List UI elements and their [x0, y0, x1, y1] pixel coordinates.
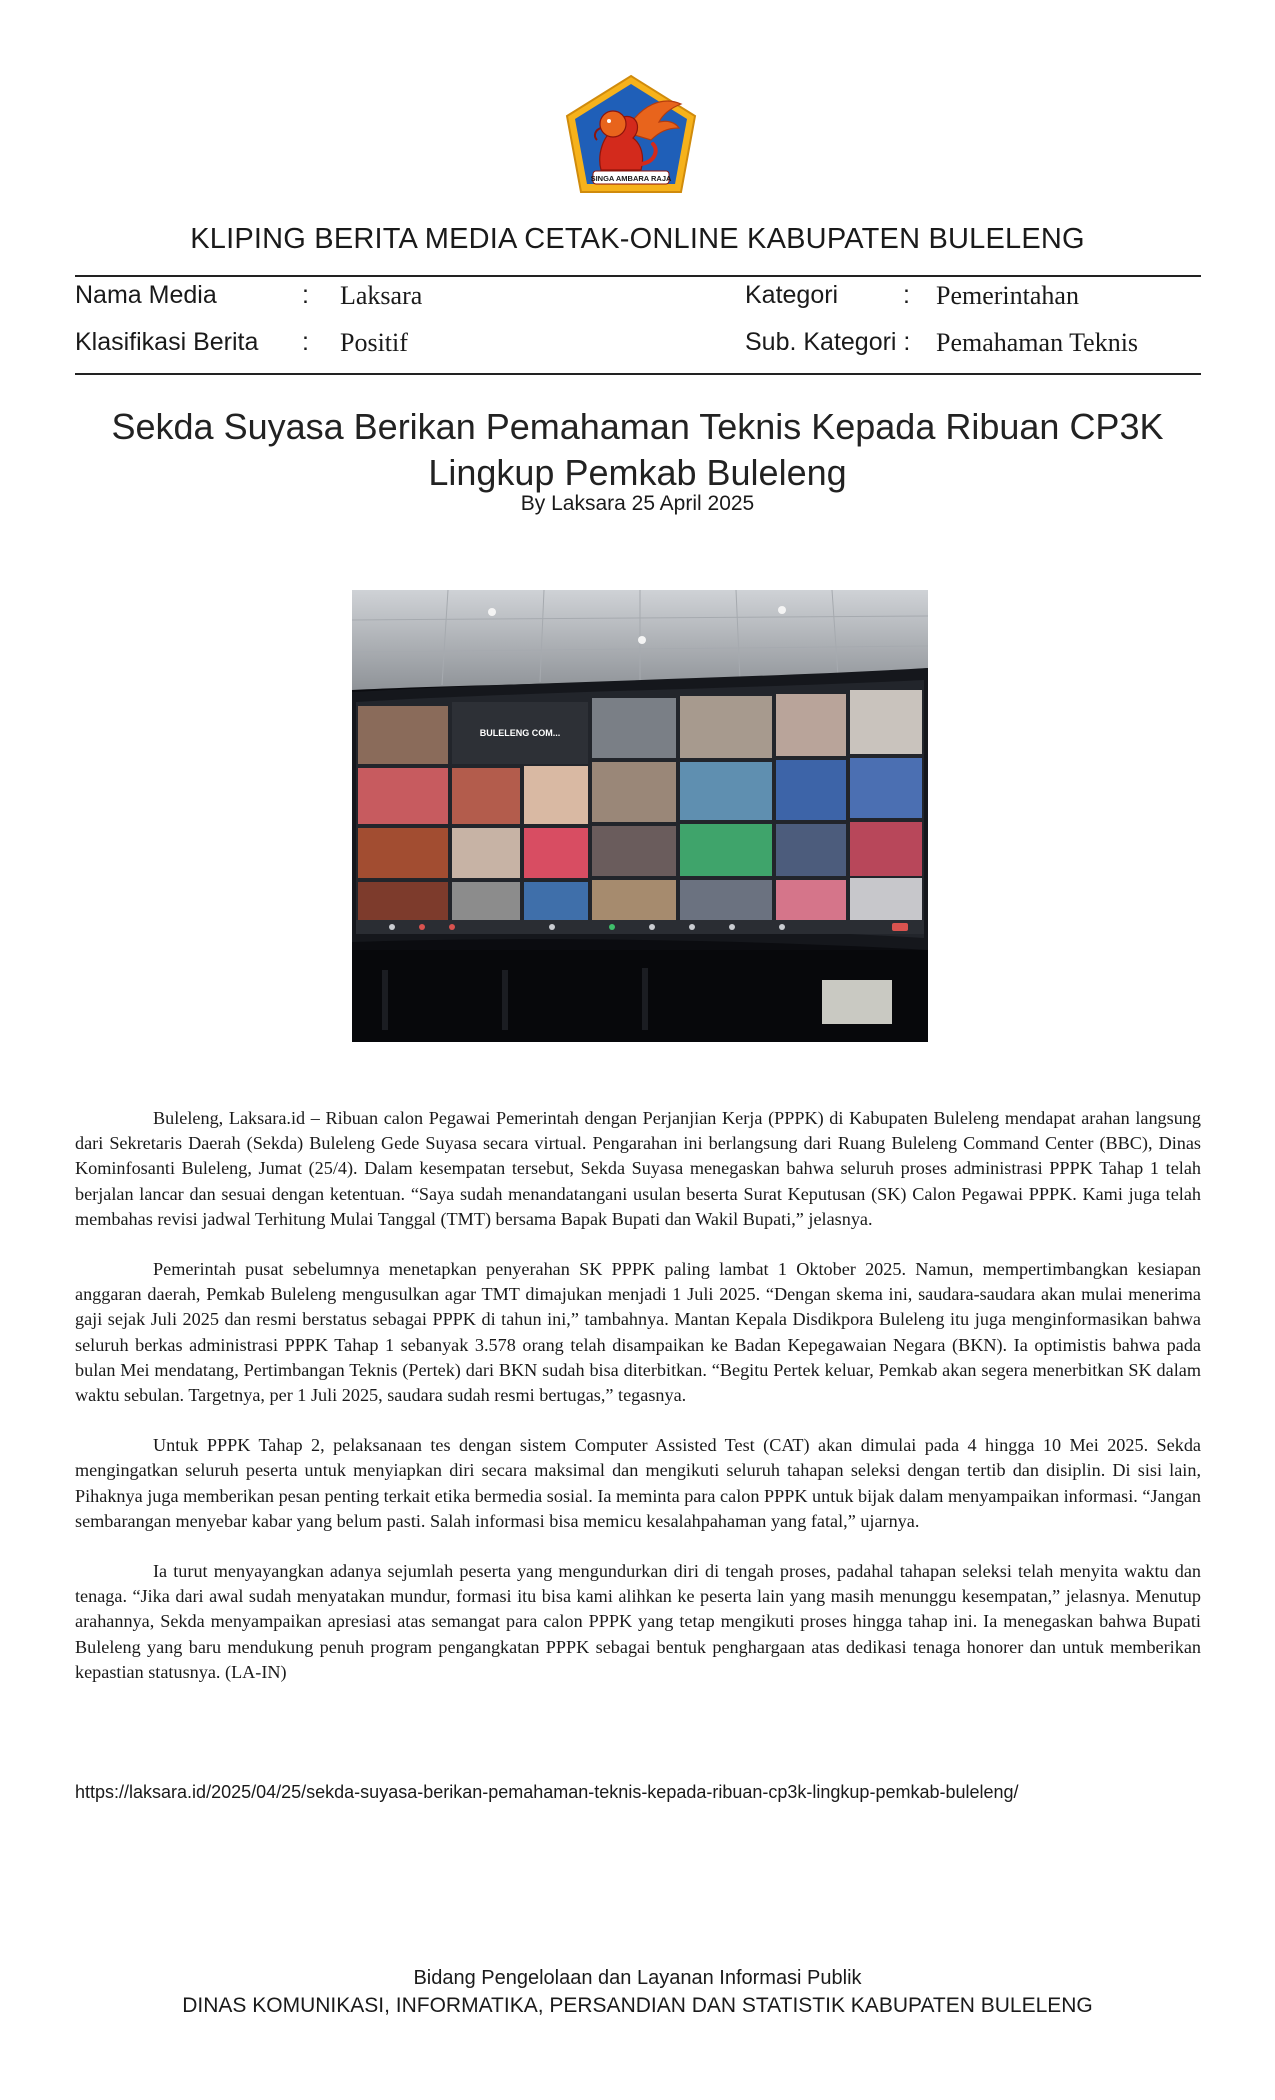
footer-agency: DINAS KOMUNIKASI, INFORMATIKA, PERSANDIAN DAN STATISTIK KABUPATEN BULELENG: [182, 1994, 1093, 2017]
article-paragraph-3: Untuk PPPK Tahap 2, pelaksanaan tes dengan sistem Computer Assisted Test (CAT) akan dimulai pada 4 hingga 10 Mei 2025. Sekda mengingatkan seluruh peserta untuk menyiapkan diri secara maksimal dan mengikuti seluruh tahapan seleksi dengan tertib dan disiplin. Di sisi lain, Pihaknya juga memberikan pesan penting terkait etika bermedia sosial. Ia meminta para calon PPPK untuk bijak dalam menyampaikan informasi. “Jangan sembarangan menyebar kabar yang belum pasti. Salah informasi bisa memicu kesalahpahaman yang fatal,” ujarnya.: [75, 1435, 1201, 1531]
subcategory-value: Pemahaman Teknis: [936, 328, 1139, 357]
logo-motto: SINGA AMBARA RAJA: [590, 174, 672, 183]
article-body: [75, 1106, 1201, 1710]
media-name-value: Laksara: [340, 281, 423, 310]
news-classification-colon: :: [302, 328, 309, 356]
top-divider: [75, 275, 1201, 277]
media-name-colon: :: [302, 281, 309, 309]
footer-division: Bidang Pengelolaan dan Layanan Informasi Publik: [413, 1967, 862, 1989]
news-classification-label: Klasifikasi Berita: [75, 328, 259, 356]
article-byline: By Laksara 25 April 2025: [520, 492, 755, 515]
bottom-divider: [75, 373, 1201, 375]
category-value: Pemerintahan: [936, 281, 1079, 310]
category-label: Kategori: [745, 281, 839, 309]
news-classification-value: Positif: [340, 328, 408, 357]
subcategory-label: Sub. Kategori :: [745, 328, 911, 356]
article-title: Sekda Suyasa Berikan Pemahaman Teknis Kepada Ribuan CP3K Lingkup Pemkab Buleleng: [111, 406, 1164, 493]
article-paragraph-1: Buleleng, Laksara.id – Ribuan calon Pegawai Pemerintah dengan Perjanjian Kerja (PPPK) di Kabupaten Buleleng mendapat arahan langsung dari Sekretaris Daerah (Sekda) Buleleng Gede Suyasa secara virtual. Pengarahan ini berlangsung dari Ruang Buleleng Command Center (BBC), Dinas Kominfosanti Buleleng, Jumat (25/4). Dalam kesempatan tersebut, Sekda Suyasa menegaskan bahwa seluruh proses administrasi PPPK Tahap 1 telah berjalan lancar dan sesuai dengan ketentuan. “Saya sudah menandatangani usulan beserta Surat Keputusan (SK) Calon Pegawai PPPK. Kami juga telah membahas revisi jadwal Terhitung Mulai Tanggal (TMT) bersama Bapak Bupati dan Wakil Bupati,” jelasnya.: [75, 1108, 1201, 1229]
clipping-header-title: KLIPING BERITA MEDIA CETAK-ONLINE KABUPATEN BULELENG: [190, 223, 1085, 255]
photo-screen-label: BULELENG COM...: [479, 728, 561, 738]
kabupaten-buleleng-logo-icon: [563, 74, 699, 202]
article-paragraph-4: Ia turut menyayangkan adanya sejumlah peserta yang mengundurkan diri di tengah proses, padahal tahapan seleksi telah menyita waktu dan tenaga. “Jika dari awal sudah menyatakan mundur, formasi itu bisa kami alihkan ke peserta lain yang masih menunggu kesempatan,” jelasnya. Menutup arahannya, Sekda menyampaikan apresiasi atas semangat para calon PPPK yang tetap mengikuti proses hingga tahap ini. Ia menegaskan bahwa Bupati Buleleng yang baru mendukung penuh program pengangkatan PPPK sebagai bentuk penghargaan atas dedikasi tenaga honorer dan untuk memberikan kepastian statusnya. (LA-IN): [75, 1561, 1201, 1682]
video-conference-wall-photo-icon: [352, 590, 928, 1042]
page-footer: [0, 1964, 1275, 2020]
article-photo: [352, 590, 928, 1042]
source-url-link[interactable]: https://laksara.id/2025/04/25/sekda-suyasa-berikan-pemahaman-teknis-kepada-ribuan-cp3k-lingkup-pemkab-buleleng/: [75, 1782, 1019, 1802]
media-name-label: Nama Media: [75, 281, 217, 309]
article-paragraph-2: Pemerintah pusat sebelumnya menetapkan penyerahan SK PPPK paling lambat 1 Oktober 2025. Namun, mempertimbangkan kesiapan anggaran daerah, Pemkab Buleleng mengusulkan agar TMT dimajukan menjadi 1 Juli 2025. “Dengan skema ini, saudara-saudara akan mulai menerima gaji sejak Juli 2025 dan resmi berstatus sebagai PPPK di tahun ini,” tambahnya. Mantan Kepala Disdikpora Buleleng itu juga menginformasikan bahwa seluruh berkas administrasi PPPK Tahap 1 sebanyak 3.578 orang telah disampaikan ke Badan Kepegawaian Negara (BKN). Ia optimistis bahwa pada bulan Mei mendatang, Pertimbangan Teknis (Pertek) dari BKN sudah bisa diterbitkan. “Begitu Pertek keluar, Pemkab akan segera menerbitkan SK dalam waktu sebulan. Targetnya, per 1 Juli 2025, saudara sudah resmi bertugas,” tegasnya.: [75, 1259, 1201, 1406]
category-colon: :: [903, 281, 910, 309]
